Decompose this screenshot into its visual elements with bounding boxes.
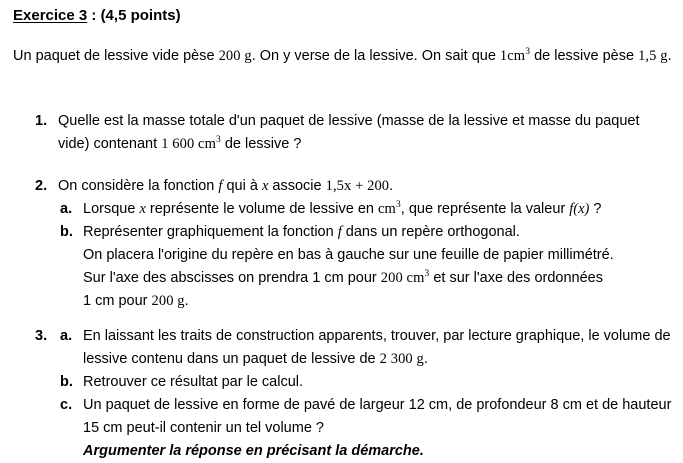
question-1-text-1: Quelle est la masse totale d'un paquet de lessive (masse de la lessive et masse du paquet vide) contenant — [58, 113, 640, 152]
intro-density: 1,5 g — [638, 48, 668, 64]
question-3-item-c-emphasis: Argumenter la réponse en précisant la démarche. — [83, 443, 424, 459]
q2b-scale2-text-2: . — [184, 293, 189, 309]
question-3-item-c-text: Un paquet de lessive en forme de pavé de largeur 12 cm, de profondeur 8 cm et de hauteur 15 cm peut-il contenir un tel volume ? — [83, 397, 672, 436]
question-2-item-b — [13, 221, 673, 313]
q2a-variable-symbol: x — [139, 201, 146, 217]
q2a-text-3: , que représente la valeur — [400, 201, 570, 217]
question-2-item-a — [13, 198, 673, 221]
intro-text-2: . On y verse de la lessive. On sait que — [251, 48, 500, 64]
question-1-marker: 1. — [35, 113, 48, 129]
q2b-scale-value-y: 200 g — [151, 293, 185, 309]
intro-unit-volume-exponent: 3 — [525, 47, 531, 58]
q2b-scale-text-2: et sur l'axe des ordonnées — [429, 270, 603, 286]
q2a-function-value: f(x) — [569, 201, 590, 217]
question-3-item-b-text: Retrouver ce résultat par le calcul. — [83, 374, 304, 390]
question-2-text-2: qui à — [222, 178, 262, 194]
question-3-item-c-marker: c. — [60, 397, 73, 413]
question-3 — [13, 325, 673, 463]
q2b-line-origin: On placera l'origine du repère en bas à gauche sur une feuille de papier millimétré. — [83, 247, 614, 263]
q2b-scale-value-x-exponent: 3 — [424, 269, 430, 280]
intro-mass-empty: 200 g — [218, 48, 252, 64]
question-2-text-4: . — [389, 178, 394, 194]
q2a-unit-base: cm — [378, 201, 396, 217]
intro-unit-volume — [500, 48, 530, 64]
q2a-unit-exponent: 3 — [395, 200, 401, 211]
question-3-marker: 3. — [35, 328, 48, 344]
q2b-line-scale-x — [83, 267, 673, 290]
q2a-text-1: Lorsque — [83, 201, 140, 217]
q3a-mass: 2 300 g — [379, 351, 424, 367]
question-2-variable-symbol: x — [261, 178, 269, 194]
question-1-volume — [161, 136, 221, 152]
question-1-text — [58, 110, 673, 156]
question-2-text-1: On considère la fonction — [58, 178, 219, 194]
page-title-rest: : (4,5 points) — [87, 7, 181, 24]
q2b-scale-value-x-base: 200 cm — [380, 270, 425, 286]
question-3-item-a-marker: a. — [60, 328, 73, 344]
question-3-item-a — [13, 325, 673, 371]
question-1-volume-base: 1 600 cm — [161, 136, 216, 152]
q2b-function-symbol: f — [337, 224, 342, 240]
question-2-marker: 2. — [35, 178, 48, 194]
intro-paragraph — [13, 44, 673, 69]
question-2-text — [58, 175, 673, 198]
q2a-text-4: ? — [589, 201, 602, 217]
question-3-item-c — [13, 394, 673, 463]
intro-text-3: de lessive pèse — [530, 48, 639, 64]
question-2-item-a-marker: a. — [60, 201, 73, 217]
q3a-text-1: En laissant les traits de construction apparents, trouver, par lecture graphique, le volume de lessive contenu dans un paquet de lessive de — [83, 328, 671, 367]
question-2-text-3: associe — [268, 178, 326, 194]
q2b-scale2-text-1: 1 cm pour — [83, 293, 152, 309]
question-2-function-symbol: f — [218, 178, 223, 194]
question-2-item-b-text — [83, 221, 673, 244]
question-3-item-b-marker: b. — [60, 374, 73, 390]
question-2-item-a-text — [83, 198, 673, 221]
question-2-item-b-marker: b. — [60, 224, 73, 240]
intro-unit-volume-base: 1cm — [499, 48, 526, 64]
question-1-text-2: de lessive ? — [220, 136, 302, 152]
question-1-volume-exponent: 3 — [215, 135, 221, 146]
question-1 — [13, 110, 673, 156]
q2b-line-scale-y — [83, 290, 673, 313]
q2b-text-1: Représenter graphiquement la fonction — [83, 224, 338, 240]
question-3-item-a-text — [83, 325, 673, 371]
question-2-expression: 1,5x + 200 — [325, 178, 390, 194]
q2a-text-2: représente le volume de lessive en — [145, 201, 379, 217]
question-1-row — [13, 110, 673, 156]
question-2 — [13, 175, 673, 313]
q2a-unit — [378, 201, 401, 217]
q2b-scale-value-x — [381, 270, 430, 286]
intro-text-1: Un paquet de lessive vide pèse — [13, 48, 219, 64]
intro-text-4: . — [667, 48, 672, 64]
q2b-text-2: dans un repère orthogonal. — [341, 224, 520, 240]
q2b-scale-text-1: Sur l'axe des abscisses on prendra 1 cm pour — [83, 270, 381, 286]
question-2-row — [13, 175, 673, 198]
question-3-item-b — [13, 371, 673, 394]
q3a-text-2: . — [423, 351, 428, 367]
page-title-underlined: Exercice 3 — [13, 7, 88, 24]
page-title — [13, 7, 181, 24]
